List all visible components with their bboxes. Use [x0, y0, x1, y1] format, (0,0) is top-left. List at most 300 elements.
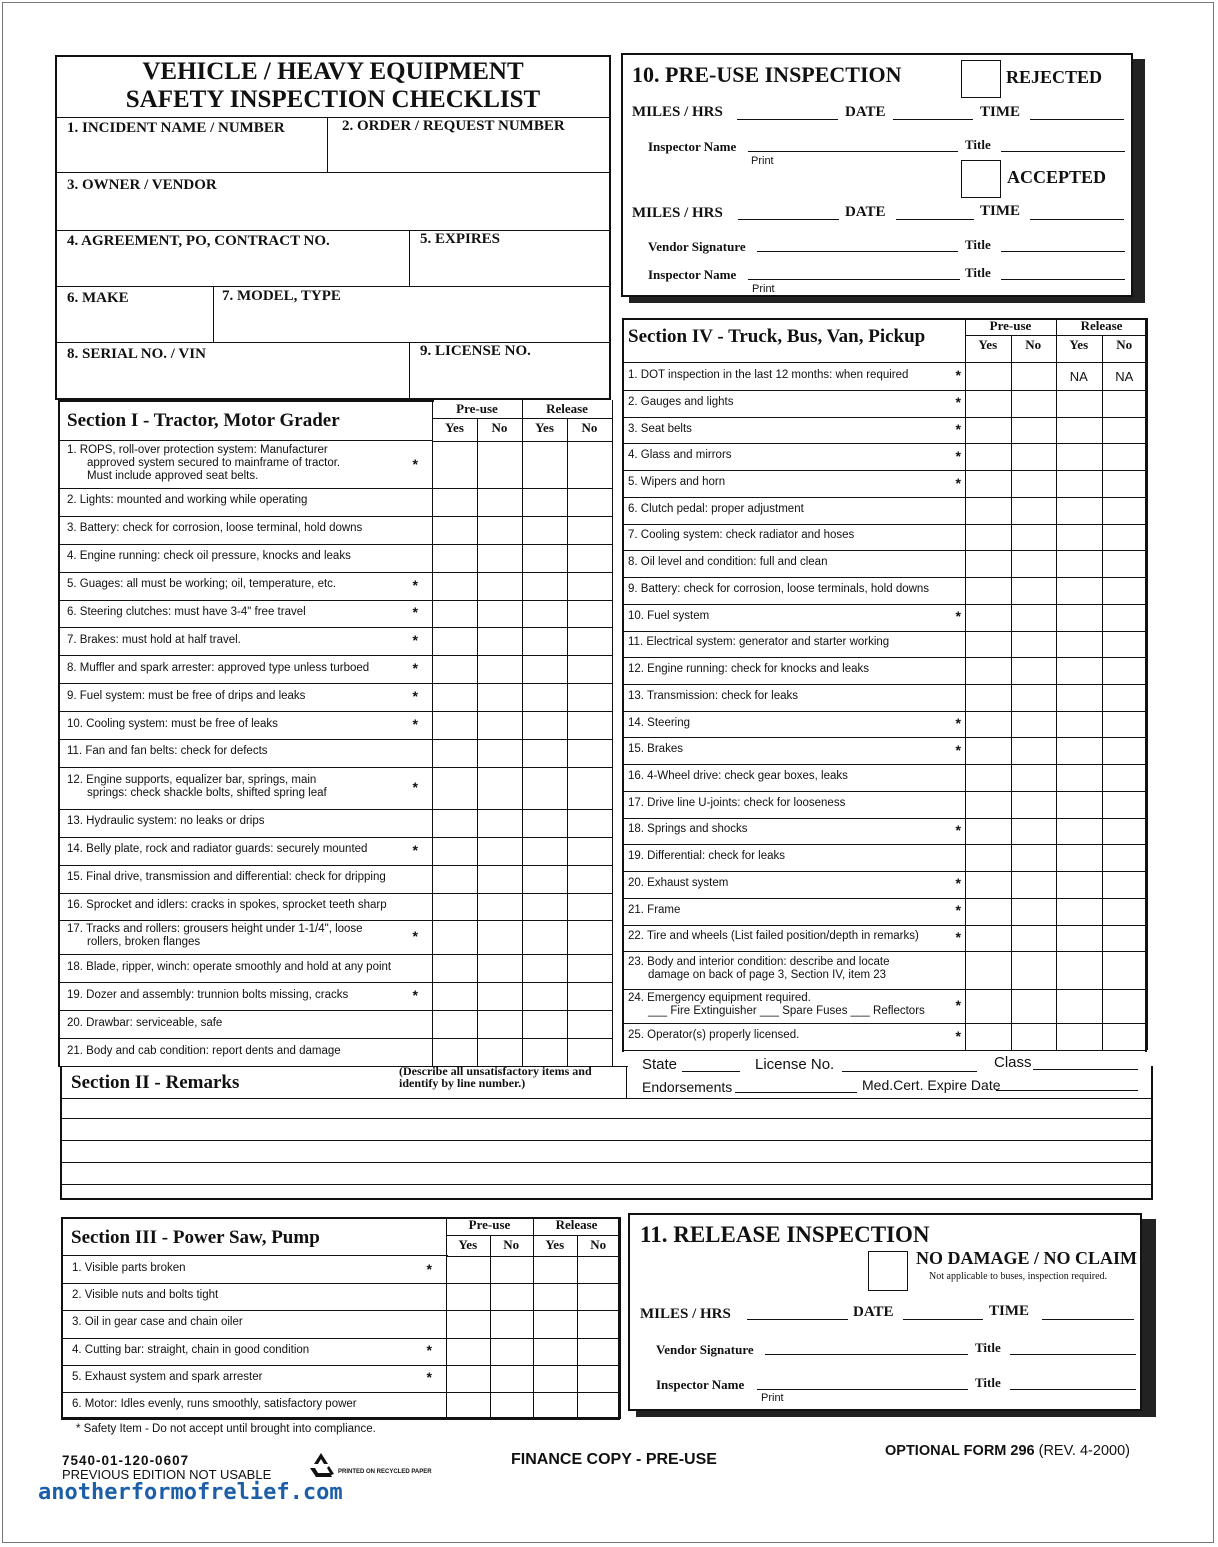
s4-check-14-release-no[interactable]	[1103, 712, 1147, 737]
s4-item-line: 6. Clutch pedal: proper adjustment	[628, 502, 804, 515]
s4-check-10-release-no[interactable]	[1103, 605, 1147, 630]
release-title: 11. RELEASE INSPECTION	[640, 1222, 930, 1247]
preuse-date-field[interactable]	[893, 119, 973, 120]
s3-check-6-preuse-yes[interactable]	[447, 1393, 489, 1418]
s3-item-text	[72, 1316, 243, 1329]
s4-col-preuse-yes: Yes	[978, 337, 998, 352]
s1-check-14-preuse-yes[interactable]	[433, 838, 476, 864]
s4-check-1-release-no[interactable]: NA	[1115, 368, 1134, 384]
release-inspector-field[interactable]	[757, 1389, 968, 1390]
s1-check-18-release-no[interactable]	[568, 955, 611, 981]
s1-check-16-release-no[interactable]	[568, 894, 611, 920]
s4-check-25-release-no[interactable]	[1103, 1024, 1147, 1049]
s1-check-3-preuse-no[interactable]	[478, 517, 521, 543]
s3-check-5-release-yes[interactable]	[534, 1366, 576, 1391]
s1-item-11	[67, 739, 432, 767]
release-date-field[interactable]	[903, 1319, 983, 1320]
s4-check-15-release-yes[interactable]	[1057, 738, 1101, 763]
incident-name-field[interactable]	[60, 140, 322, 168]
s1-check-9-preuse-no[interactable]	[478, 684, 521, 710]
s1-item-text	[67, 961, 391, 974]
s1-check-11-release-yes[interactable]	[523, 740, 566, 766]
s3-check-5-preuse-yes[interactable]	[447, 1366, 489, 1391]
s1-check-12-preuse-no[interactable]	[478, 768, 521, 808]
s3-check-6-release-yes[interactable]	[534, 1393, 576, 1418]
s1-check-7-release-yes[interactable]	[523, 628, 566, 654]
s1-check-18-preuse-yes[interactable]	[433, 955, 476, 981]
s3-check-2-release-yes[interactable]	[534, 1284, 576, 1309]
s1-check-9-release-yes[interactable]	[523, 684, 566, 710]
s1-check-21-preuse-yes[interactable]	[433, 1039, 476, 1065]
remarks-line-2[interactable]	[60, 1140, 1151, 1141]
s1-check-4-release-yes[interactable]	[523, 545, 566, 571]
remarks-line-1[interactable]	[60, 1118, 1151, 1119]
s4-check-22-preuse-no[interactable]	[1012, 926, 1056, 951]
s4-check-17-preuse-no[interactable]	[1012, 792, 1056, 817]
s4-check-6-release-no[interactable]	[1103, 498, 1147, 523]
s1-check-9-preuse-yes[interactable]	[433, 684, 476, 710]
release-vendor-sig-field[interactable]	[765, 1354, 968, 1355]
s1-check-6-release-no[interactable]	[568, 601, 611, 627]
release-vendor-title-field[interactable]	[1010, 1354, 1136, 1355]
s3-check-2-preuse-yes[interactable]	[447, 1284, 489, 1309]
s4-check-3-release-yes[interactable]	[1057, 418, 1101, 443]
s4-check-11-release-no[interactable]	[1103, 632, 1147, 657]
s1-check-6-preuse-no[interactable]	[478, 601, 521, 627]
s1-check-18-release-yes[interactable]	[523, 955, 566, 981]
s4-check-20-preuse-no[interactable]	[1012, 872, 1056, 897]
s3-check-3-preuse-yes[interactable]	[447, 1311, 489, 1336]
s4-item-line: damage on back of page 3, Section IV, item 23	[648, 969, 887, 982]
s4-check-8-preuse-no[interactable]	[1012, 551, 1056, 576]
s3-item-text	[72, 1262, 186, 1275]
s1-check-17-preuse-yes[interactable]	[433, 921, 476, 953]
s1-check-5-preuse-no[interactable]	[478, 573, 521, 599]
s3-check-4-preuse-yes[interactable]	[447, 1339, 489, 1364]
s1-check-4-release-no[interactable]	[568, 545, 611, 571]
safety-star: *	[412, 576, 418, 593]
s1-check-1-release-yes[interactable]	[523, 442, 566, 487]
accepted-inspector-field[interactable]	[748, 279, 960, 280]
s4-item-3	[628, 417, 965, 444]
s4-check-6-preuse-yes[interactable]	[966, 498, 1010, 523]
s4-check-16-preuse-no[interactable]	[1012, 765, 1056, 790]
s4-check-18-release-no[interactable]	[1103, 819, 1147, 844]
s1-check-14-release-no[interactable]	[568, 838, 611, 864]
s1-check-5-release-no[interactable]	[568, 573, 611, 599]
s1-check-16-release-yes[interactable]	[523, 894, 566, 920]
s4-check-11-preuse-no[interactable]	[1012, 632, 1056, 657]
s1-item-line: 4. Engine running: check oil pressure, knocks and leaks	[67, 550, 351, 563]
s4-check-12-release-yes[interactable]	[1057, 658, 1101, 683]
s1-item-text	[67, 1017, 222, 1030]
s1-check-19-release-no[interactable]	[568, 983, 611, 1009]
s4-check-24-preuse-no[interactable]	[1012, 990, 1056, 1022]
s1-check-1-preuse-no[interactable]	[478, 442, 521, 487]
s4-check-17-release-no[interactable]	[1103, 792, 1147, 817]
s4-item-25	[628, 1023, 965, 1050]
s4-check-19-preuse-yes[interactable]	[966, 845, 1010, 870]
s1-check-15-preuse-no[interactable]	[478, 866, 521, 892]
remarks-line-4[interactable]	[60, 1184, 1151, 1185]
s3-check-3-release-yes[interactable]	[534, 1311, 576, 1336]
s1-check-8-preuse-yes[interactable]	[433, 656, 476, 682]
s1-check-21-release-yes[interactable]	[523, 1039, 566, 1065]
s1-check-20-release-no[interactable]	[568, 1011, 611, 1037]
s1-check-20-preuse-no[interactable]	[478, 1011, 521, 1037]
s1-check-10-preuse-no[interactable]	[478, 712, 521, 738]
s4-check-5-release-yes[interactable]	[1057, 471, 1101, 496]
s4-check-1-release-yes[interactable]: NA	[1069, 368, 1088, 384]
preuse-miles-field[interactable]	[737, 119, 838, 120]
s1-check-8-release-yes[interactable]	[523, 656, 566, 682]
s1-check-20-preuse-yes[interactable]	[433, 1011, 476, 1037]
s4-check-9-release-no[interactable]	[1103, 578, 1147, 603]
s4-check-24-release-no[interactable]	[1103, 990, 1147, 1022]
optional-form-number: OPTIONAL FORM 296	[885, 1443, 1035, 1459]
s1-col-release-no: No	[581, 420, 598, 435]
license-no-field[interactable]	[414, 366, 606, 396]
s1-check-12-preuse-yes[interactable]	[433, 768, 476, 808]
s3-check-6-preuse-no[interactable]	[491, 1393, 533, 1418]
s3-col-release-yes: Yes	[545, 1237, 565, 1252]
s4-check-23-preuse-yes[interactable]	[966, 952, 1010, 988]
s4-check-1-preuse-yes[interactable]	[966, 363, 1010, 389]
s1-item-text	[67, 444, 340, 483]
s1-item-line: 14. Belly plate, rock and radiator guards: securely mounted	[67, 843, 368, 856]
order-request-field[interactable]	[332, 140, 606, 168]
serial-vin-field[interactable]	[60, 366, 404, 396]
s4-check-3-preuse-yes[interactable]	[966, 418, 1010, 443]
s4-check-11-preuse-yes[interactable]	[966, 632, 1010, 657]
s1-check-19-release-yes[interactable]	[523, 983, 566, 1009]
s3-check-5-release-no[interactable]	[578, 1366, 620, 1391]
s1-check-2-preuse-no[interactable]	[478, 489, 521, 515]
s4-check-19-release-no[interactable]	[1103, 845, 1147, 870]
s1-check-4-preuse-no[interactable]	[478, 545, 521, 571]
s4-check-13-preuse-yes[interactable]	[966, 685, 1010, 710]
s1-check-21-release-no[interactable]	[568, 1039, 611, 1065]
s4-item-text	[628, 797, 845, 810]
s4-check-19-release-yes[interactable]	[1057, 845, 1101, 870]
s4-check-24-release-yes[interactable]	[1057, 990, 1101, 1022]
s4-check-12-preuse-yes[interactable]	[966, 658, 1010, 683]
s4-check-9-preuse-yes[interactable]	[966, 578, 1010, 603]
s4-check-7-release-no[interactable]	[1103, 525, 1147, 550]
s4-item-line: 3. Seat belts	[628, 422, 692, 435]
release-time-field[interactable]	[1042, 1319, 1134, 1320]
s1-item-4	[67, 544, 432, 572]
expires-field[interactable]	[414, 253, 606, 283]
s4-check-2-preuse-yes[interactable]	[966, 391, 1010, 416]
s4-check-14-release-yes[interactable]	[1057, 712, 1101, 737]
s4-check-17-preuse-yes[interactable]	[966, 792, 1010, 817]
s1-check-5-preuse-yes[interactable]	[433, 573, 476, 599]
remarks-line-3[interactable]	[60, 1162, 1151, 1163]
s1-check-15-release-yes[interactable]	[523, 866, 566, 892]
s4-check-16-release-no[interactable]	[1103, 765, 1147, 790]
safety-star: *	[412, 604, 418, 621]
s1-check-3-release-no[interactable]	[568, 517, 611, 543]
s1-check-10-release-yes[interactable]	[523, 712, 566, 738]
s3-check-2-release-no[interactable]	[578, 1284, 620, 1309]
section3-title: Section III - Power Saw, Pump	[71, 1227, 320, 1248]
s4-item-line: 20. Exhaust system	[628, 876, 729, 889]
s4-check-11-release-yes[interactable]	[1057, 632, 1101, 657]
s1-check-17-release-yes[interactable]	[523, 921, 566, 953]
s4-check-18-preuse-no[interactable]	[1012, 819, 1056, 844]
s3-check-3-preuse-no[interactable]	[491, 1311, 533, 1336]
s1-check-13-preuse-no[interactable]	[478, 810, 521, 836]
s4-check-15-release-no[interactable]	[1103, 738, 1147, 763]
accepted-checkbox[interactable]	[961, 160, 1001, 198]
s4-check-8-preuse-yes[interactable]	[966, 551, 1010, 576]
s4-item-text	[628, 770, 848, 783]
s1-item-text	[67, 690, 305, 703]
s4-check-20-release-no[interactable]	[1103, 872, 1147, 897]
s1-check-7-preuse-no[interactable]	[478, 628, 521, 654]
s1-item-7	[67, 627, 432, 655]
s4-check-6-release-yes[interactable]	[1057, 498, 1101, 523]
s4-check-18-preuse-yes[interactable]	[966, 819, 1010, 844]
s4-check-15-preuse-yes[interactable]	[966, 738, 1010, 763]
s1-check-5-release-yes[interactable]	[523, 573, 566, 599]
release-miles-field[interactable]	[747, 1319, 848, 1320]
s4-check-14-preuse-yes[interactable]	[966, 712, 1010, 737]
s4-check-3-preuse-no[interactable]	[1012, 418, 1056, 443]
s4-check-8-release-no[interactable]	[1103, 551, 1147, 576]
s1-check-21-preuse-no[interactable]	[478, 1039, 521, 1065]
s3-check-5-preuse-no[interactable]	[491, 1366, 533, 1391]
s4-check-4-release-no[interactable]	[1103, 444, 1147, 469]
s4-check-22-release-yes[interactable]	[1057, 926, 1101, 951]
s1-check-14-preuse-no[interactable]	[478, 838, 521, 864]
s1-check-4-preuse-yes[interactable]	[433, 545, 476, 571]
s3-item-line: 6. Motor: Idles evenly, runs smoothly, satisfactory power	[72, 1397, 357, 1410]
s4-check-3-release-no[interactable]	[1103, 418, 1147, 443]
preuse-inspector-field[interactable]	[748, 151, 958, 152]
s4-check-14-preuse-no[interactable]	[1012, 712, 1056, 737]
safety-star: *	[955, 821, 961, 838]
preuse-time-field[interactable]	[1030, 119, 1124, 120]
safety-star: *	[426, 1342, 432, 1359]
s1-check-20-release-yes[interactable]	[523, 1011, 566, 1037]
accepted-date-field[interactable]	[896, 219, 974, 220]
s3-check-3-release-no[interactable]	[578, 1311, 620, 1336]
s1-item-10	[67, 711, 432, 739]
s4-check-23-release-yes[interactable]	[1057, 952, 1101, 988]
s1-check-11-preuse-yes[interactable]	[433, 740, 476, 766]
s1-check-2-preuse-yes[interactable]	[433, 489, 476, 515]
make-field[interactable]	[60, 310, 208, 340]
s4-check-13-release-yes[interactable]	[1057, 685, 1101, 710]
s4-check-5-release-no[interactable]	[1103, 471, 1147, 496]
s4-check-8-release-yes[interactable]	[1057, 551, 1101, 576]
s1-item-text	[67, 989, 348, 1002]
s1-check-3-release-yes[interactable]	[523, 517, 566, 543]
s4-check-18-release-yes[interactable]	[1057, 819, 1101, 844]
s4-check-5-preuse-yes[interactable]	[966, 471, 1010, 496]
previous-edition: PREVIOUS EDITION NOT USABLE	[62, 1467, 272, 1482]
s1-check-16-preuse-no[interactable]	[478, 894, 521, 920]
s4-check-15-preuse-no[interactable]	[1012, 738, 1056, 763]
s4-check-22-release-no[interactable]	[1103, 926, 1147, 951]
s4-check-23-preuse-no[interactable]	[1012, 952, 1056, 988]
s1-check-19-preuse-yes[interactable]	[433, 983, 476, 1009]
s3-item-3	[72, 1310, 446, 1337]
s3-check-4-release-no[interactable]	[578, 1339, 620, 1364]
s1-check-2-release-no[interactable]	[568, 489, 611, 515]
s4-check-21-preuse-yes[interactable]	[966, 899, 1010, 924]
s4-check-10-preuse-no[interactable]	[1012, 605, 1056, 630]
model-type-field[interactable]	[218, 310, 606, 340]
s4-check-9-preuse-no[interactable]	[1012, 578, 1056, 603]
s1-check-16-preuse-yes[interactable]	[433, 894, 476, 920]
accepted-inspector-title-field[interactable]	[1001, 279, 1125, 280]
safety-star: *	[412, 778, 418, 795]
s4-item-line: 14. Steering	[628, 716, 691, 729]
s4-item-line: 19. Differential: check for leaks	[628, 850, 786, 863]
s4-check-4-release-yes[interactable]	[1057, 444, 1101, 469]
no-damage-label: NO DAMAGE / NO CLAIM	[916, 1248, 1137, 1268]
s1-check-17-release-no[interactable]	[568, 921, 611, 953]
s4-item-line: 21. Frame	[628, 903, 681, 916]
recycled-paper: PRINTED ON RECYCLED PAPER	[338, 1469, 432, 1475]
no-damage-checkbox[interactable]	[868, 1251, 908, 1291]
s4-item-12	[628, 657, 965, 684]
s3-check-1-preuse-no[interactable]	[491, 1257, 533, 1282]
s1-check-6-preuse-yes[interactable]	[433, 601, 476, 627]
s1-check-3-preuse-yes[interactable]	[433, 517, 476, 543]
s4-check-16-preuse-yes[interactable]	[966, 765, 1010, 790]
s4-check-20-release-yes[interactable]	[1057, 872, 1101, 897]
s4-check-22-preuse-yes[interactable]	[966, 926, 1010, 951]
s4-check-7-preuse-yes[interactable]	[966, 525, 1010, 550]
s4-check-13-preuse-no[interactable]	[1012, 685, 1056, 710]
s1-check-18-preuse-no[interactable]	[478, 955, 521, 981]
s1-check-10-release-no[interactable]	[568, 712, 611, 738]
s4-check-13-release-no[interactable]	[1103, 685, 1147, 710]
release-print-label: Print	[761, 1392, 784, 1404]
rejected-checkbox[interactable]	[961, 60, 1001, 98]
s4-check-25-preuse-yes[interactable]	[966, 1024, 1010, 1049]
s1-check-14-release-yes[interactable]	[523, 838, 566, 864]
release-date-label: DATE	[853, 1304, 894, 1320]
s4-check-6-preuse-no[interactable]	[1012, 498, 1056, 523]
s1-check-13-preuse-yes[interactable]	[433, 810, 476, 836]
s4-check-5-preuse-no[interactable]	[1012, 471, 1056, 496]
s1-check-8-preuse-no[interactable]	[478, 656, 521, 682]
s4-check-23-release-no[interactable]	[1103, 952, 1147, 988]
s4-check-4-preuse-no[interactable]	[1012, 444, 1056, 469]
s4-check-1-preuse-no[interactable]	[1012, 363, 1056, 389]
s4-check-9-release-yes[interactable]	[1057, 578, 1101, 603]
accepted-time-field[interactable]	[1030, 219, 1124, 220]
s4-item-1	[628, 362, 965, 390]
s4-check-7-release-yes[interactable]	[1057, 525, 1101, 550]
s4-check-12-release-no[interactable]	[1103, 658, 1147, 683]
s4-check-17-release-yes[interactable]	[1057, 792, 1101, 817]
s4-check-16-release-yes[interactable]	[1057, 765, 1101, 790]
s4-item-text	[628, 743, 683, 756]
s1-check-10-preuse-yes[interactable]	[433, 712, 476, 738]
s3-check-1-release-yes[interactable]	[534, 1257, 576, 1282]
s3-check-6-release-no[interactable]	[578, 1393, 620, 1418]
s4-check-2-preuse-no[interactable]	[1012, 391, 1056, 416]
s4-check-20-preuse-yes[interactable]	[966, 872, 1010, 897]
s1-check-7-preuse-yes[interactable]	[433, 628, 476, 654]
preuse-title-field[interactable]	[1001, 151, 1125, 152]
s1-check-1-release-no[interactable]	[568, 442, 611, 487]
s4-check-4-preuse-yes[interactable]	[966, 444, 1010, 469]
s1-check-11-preuse-no[interactable]	[478, 740, 521, 766]
agreement-field[interactable]	[60, 253, 404, 283]
accepted-miles-field[interactable]	[738, 219, 839, 220]
s4-check-21-release-yes[interactable]	[1057, 899, 1101, 924]
s1-check-7-release-no[interactable]	[568, 628, 611, 654]
s1-check-6-release-yes[interactable]	[523, 601, 566, 627]
s3-check-1-preuse-yes[interactable]	[447, 1257, 489, 1282]
s1-check-19-preuse-no[interactable]	[478, 983, 521, 1009]
s1-check-2-release-yes[interactable]	[523, 489, 566, 515]
s4-check-25-preuse-no[interactable]	[1012, 1024, 1056, 1049]
s1-item-line: 18. Blade, ripper, winch: operate smoothly and hold at any point	[67, 960, 392, 973]
s3-check-1-release-no[interactable]	[578, 1257, 620, 1282]
s4-check-2-release-yes[interactable]	[1057, 391, 1101, 416]
s3-check-4-release-yes[interactable]	[534, 1339, 576, 1364]
accepted-miles-label: MILES / HRS	[632, 205, 723, 221]
s4-item-line: ___ Fire Extinguisher ___ Spare Fuses ___ Reflectors	[648, 1005, 925, 1018]
s1-check-13-release-no[interactable]	[568, 810, 611, 836]
s4-check-21-preuse-no[interactable]	[1012, 899, 1056, 924]
s4-check-25-release-yes[interactable]	[1057, 1024, 1101, 1049]
preuse-vendor-title-field[interactable]	[1001, 251, 1125, 252]
s4-check-7-preuse-no[interactable]	[1012, 525, 1056, 550]
preuse-time-label: TIME	[980, 104, 1021, 120]
s4-check-12-preuse-no[interactable]	[1012, 658, 1056, 683]
s4-check-24-preuse-yes[interactable]	[966, 990, 1010, 1022]
s4-check-21-release-no[interactable]	[1103, 899, 1147, 924]
s1-item-text	[67, 606, 306, 619]
s1-check-12-release-no[interactable]	[568, 768, 611, 808]
s1-check-12-release-yes[interactable]	[523, 768, 566, 808]
preuse-vendor-sig-field[interactable]	[757, 251, 958, 252]
release-inspector-title-field[interactable]	[1010, 1389, 1136, 1390]
s3-check-2-preuse-no[interactable]	[491, 1284, 533, 1309]
s1-check-8-release-no[interactable]	[568, 656, 611, 682]
s4-check-10-release-yes[interactable]	[1057, 605, 1101, 630]
s1-check-1-preuse-yes[interactable]	[433, 442, 476, 487]
s1-check-17-preuse-no[interactable]	[478, 921, 521, 953]
safety-star: *	[412, 660, 418, 677]
accepted-inspector-title-label: Title	[965, 265, 991, 280]
safety-star: *	[955, 394, 961, 411]
s4-check-19-preuse-no[interactable]	[1012, 845, 1056, 870]
s1-check-9-release-no[interactable]	[568, 684, 611, 710]
s3-check-4-preuse-no[interactable]	[491, 1339, 533, 1364]
s4-check-10-preuse-yes[interactable]	[966, 605, 1010, 630]
owner-vendor-field[interactable]	[60, 197, 606, 227]
s4-item-text	[628, 449, 732, 462]
s4-item-21	[628, 898, 965, 925]
s1-check-11-release-no[interactable]	[568, 740, 611, 766]
s4-check-2-release-no[interactable]	[1103, 391, 1147, 416]
s4-item-text	[628, 956, 889, 982]
s4-item-line: 15. Brakes	[628, 743, 683, 756]
s1-check-15-release-no[interactable]	[568, 866, 611, 892]
s1-check-15-preuse-yes[interactable]	[433, 866, 476, 892]
s1-check-13-release-yes[interactable]	[523, 810, 566, 836]
